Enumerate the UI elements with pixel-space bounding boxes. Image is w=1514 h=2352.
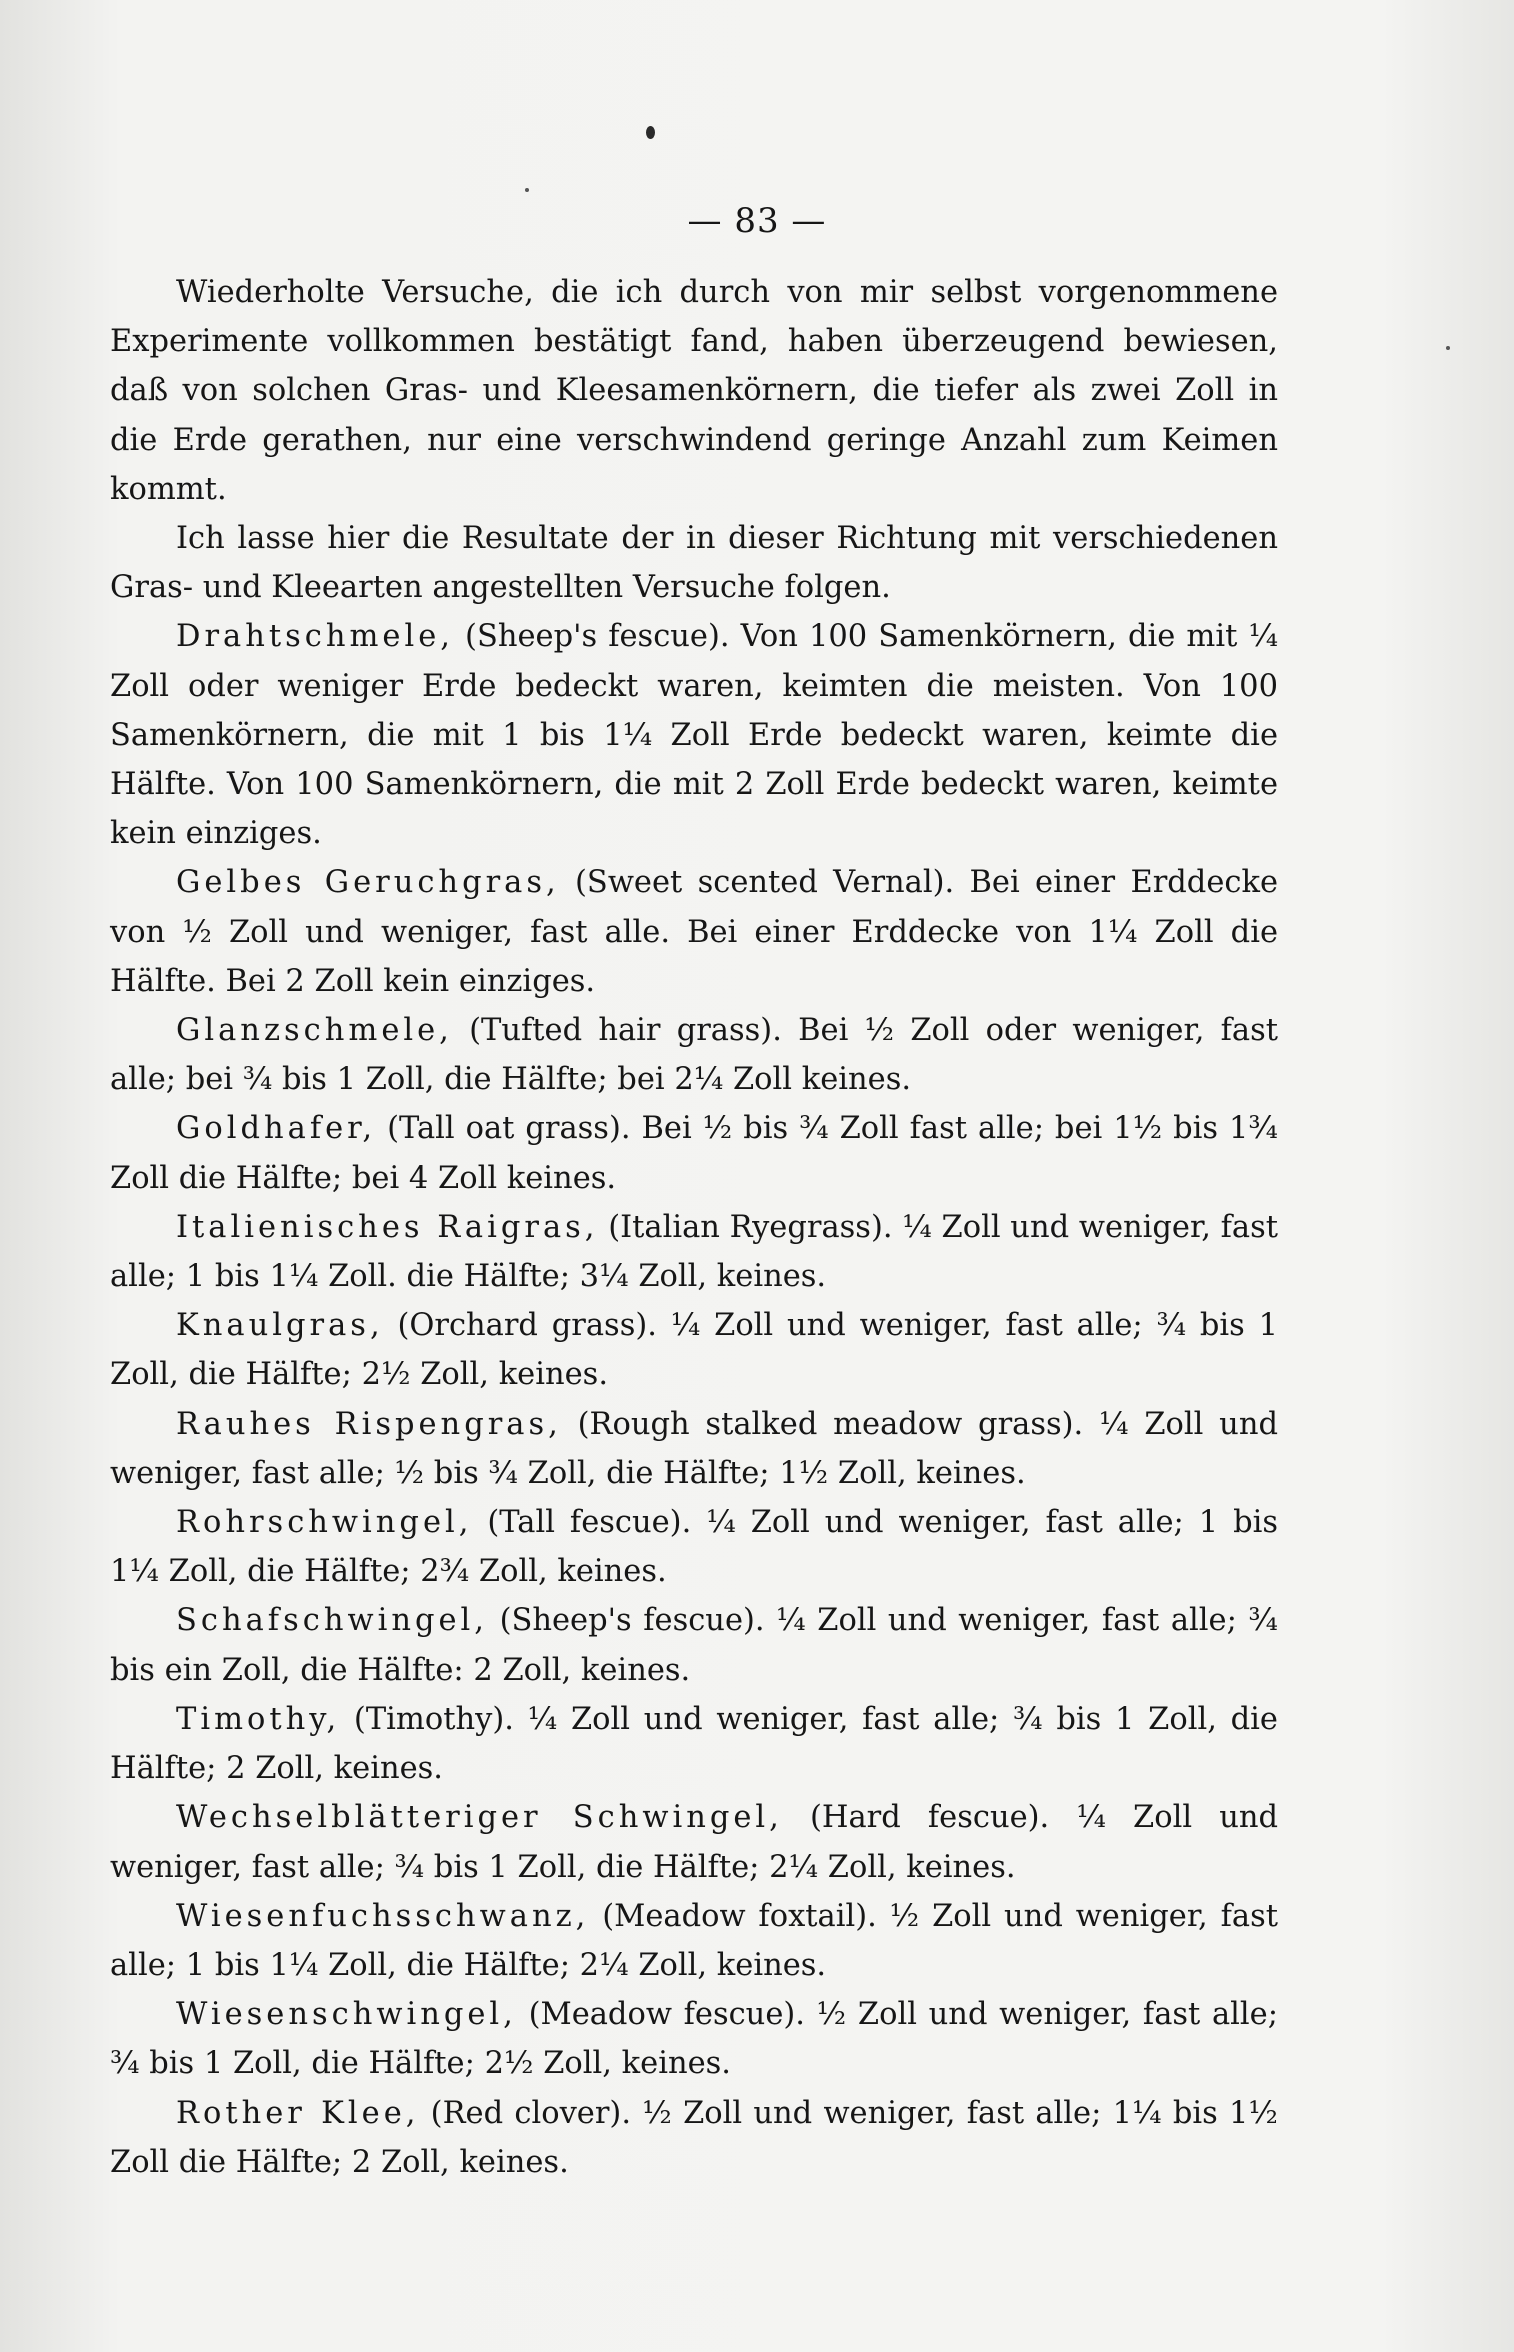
- entry-name: Italienisches Raigras,: [176, 1209, 599, 1245]
- ink-speck: [1446, 346, 1450, 350]
- entry-name: Wiesenschwingel,: [176, 1997, 517, 2033]
- entry-text: (Orchard grass). ¼ Zoll und weniger, fast alle; ¾ bis 1 Zoll, die Hälfte; 2½ Zoll, keines.: [110, 1308, 1278, 1393]
- entry-italienisches-raigras: [110, 1203, 1278, 1301]
- paragraph-results: Ich lasse hier die Resultate der in dieser Richtung mit verschiedenen Gras- und Kleearten angestellten Versuche folgen.: [110, 521, 1278, 606]
- entry-rother-klee: [110, 2089, 1278, 2187]
- entry-wiesenschwingel: [110, 1990, 1278, 2088]
- entry-wechselblaetteriger-schwingel: [110, 1793, 1278, 1891]
- entry-text: (Timothy). ¼ Zoll und weniger, fast alle; ¾ bis 1 Zoll, die Hälfte; 2 Zoll, keines.: [110, 1701, 1278, 1787]
- entry-text: (Hard fescue). ¼ Zoll und weniger, fast alle; ¾ bis 1 Zoll, die Hälfte; 2¼ Zoll, keines.: [110, 1800, 1279, 1885]
- entry-name: Wiesenfuchsschwanz,: [176, 1898, 590, 1934]
- entry-goldhafer: [110, 1104, 1278, 1202]
- entry-name: Goldhafer,: [176, 1111, 377, 1147]
- entry-rohrschwingel: [110, 1498, 1278, 1596]
- entry-rauhes-rispengras: [110, 1400, 1278, 1498]
- entry-name: Schafschwingel,: [176, 1603, 488, 1639]
- entry-text: (Sheep's fescue). Von 100 Samenkörnern, die mit ¼ Zoll oder weniger Erde bedeckt waren, keimten die meisten. Von 100 Samenkörnern, die mit 1 bis 1¼ Zoll Erde bedeckt waren, keimte die Hälfte. Von 100 Samenkörnern, die mit 2 Zoll Erde bedeckt waren, keimte kein einziges.: [110, 619, 1278, 852]
- ink-blot: [646, 126, 655, 139]
- ink-speck: [525, 188, 529, 192]
- entry-text: (Meadow foxtail). ½ Zoll und weniger, fast alle; 1 bis 1¼ Zoll, die Hälfte; 2¼ Zoll, keines.: [110, 1898, 1278, 1983]
- entry-knaulgras: [110, 1301, 1278, 1399]
- entry-text: (Tall fescue). ¼ Zoll und weniger, fast alle; 1 bis 1¼ Zoll, die Hälfte; 2¾ Zoll, keines.: [110, 1505, 1278, 1590]
- entry-name: Wechselblätteriger Schwingel,: [176, 1800, 783, 1836]
- entry-glanzschmele: [110, 1006, 1278, 1104]
- entry-text: (Rough stalked meadow grass). ¼ Zoll und weniger, fast alle; ½ bis ¾ Zoll, die Hälfte; 1½ Zoll, keines.: [110, 1406, 1278, 1491]
- entry-text: (Red clover). ½ Zoll und weniger, fast alle; 1¼ bis 1½ Zoll die Hälfte; 2 Zoll, keines.: [110, 2095, 1278, 2180]
- body-text: [110, 268, 1278, 2187]
- entry-name: Gelbes Geruchgras,: [176, 865, 560, 901]
- entry-wiesenfuchsschwanz: [110, 1892, 1278, 1990]
- entry-name: Glanzschmele,: [176, 1013, 453, 1049]
- entry-text: (Sheep's fescue). ¼ Zoll und weniger, fast alle; ¾ bis ein Zoll, die Hälfte: 2 Zoll, keines.: [110, 1603, 1278, 1688]
- entry-text: (Sweet scented Vernal). Bei einer Erddecke von ½ Zoll und weniger, fast alle. Bei einer Erddecke von 1¼ Zoll die Hälfte. Bei 2 Zoll kein einziges.: [110, 865, 1278, 999]
- entry-text: (Italian Ryegrass). ¼ Zoll und weniger, fast alle; 1 bis 1¼ Zoll. die Hälfte; 3¼ Zoll, keines.: [110, 1209, 1278, 1295]
- entry-name: Rauhes Rispengras,: [176, 1406, 562, 1442]
- paragraph-intro: Wiederholte Versuche, die ich durch von mir selbst vorgenommene Experimente vollkommen bestätigt fand, haben überzeugend bewiesen, daß von solchen Gras- und Kleesamenkörnern, die tiefer als zwei Zoll in die Erde gerathen, nur eine verschwindend geringe Anzahl zum Keimen kommt.: [110, 275, 1278, 507]
- entry-drahtschmele: [110, 612, 1278, 858]
- entry-name: Rother Klee,: [176, 2095, 420, 2131]
- entry-name: Rohrschwingel,: [176, 1505, 473, 1541]
- entry-text: (Tall oat grass). Bei ½ bis ¾ Zoll fast alle; bei 1½ bis 1¾ Zoll die Hälfte; bei 4 Zoll keines.: [110, 1111, 1278, 1196]
- entry-gelbes-geruchgras: [110, 858, 1278, 1006]
- page-number: — 83 —: [687, 201, 827, 241]
- entry-name: Timothy,: [176, 1701, 341, 1737]
- entry-text: (Tufted hair grass). Bei ½ Zoll oder weniger, fast alle; bei ¾ bis 1 Zoll, die Hälfte; bei 2¼ Zoll keines.: [110, 1013, 1278, 1098]
- entry-name: Drahtschmele,: [176, 619, 454, 655]
- entry-timothy: [110, 1695, 1278, 1793]
- entry-schafschwingel: [110, 1596, 1278, 1694]
- entry-name: Knaulgras,: [176, 1308, 384, 1344]
- entry-text: (Meadow fescue). ½ Zoll und weniger, fast alle; ¾ bis 1 Zoll, die Hälfte; 2½ Zoll, keines.: [110, 1997, 1278, 2082]
